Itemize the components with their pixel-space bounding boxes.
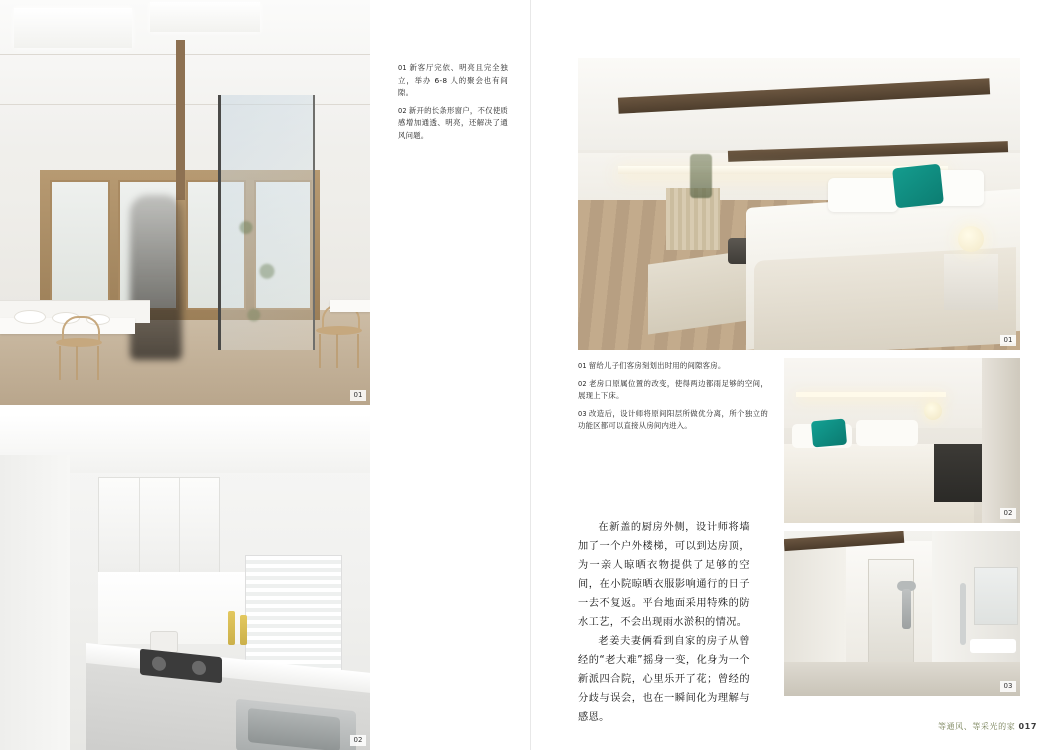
photo-kitchen — [0, 415, 370, 750]
photo-number: 03 — [1000, 681, 1016, 692]
series-title: 等通风、等采光的家 — [937, 722, 1016, 731]
photo-master-bedroom — [784, 358, 1020, 523]
window-blinds — [245, 555, 342, 672]
caption-item: 01 新客厅完依、明亮且完全独立，举办 6-8 人的聚会也有间隙。 — [398, 63, 508, 97]
motion-blurred-person — [130, 195, 182, 360]
nightstand — [944, 254, 998, 310]
table-lamp — [958, 226, 984, 252]
wall-lamp — [924, 402, 942, 420]
nightstand — [934, 444, 982, 502]
photo-living-dining — [0, 0, 370, 405]
doorway — [982, 358, 1020, 523]
photo-number: 01 — [1000, 335, 1016, 346]
towel-rail — [960, 583, 966, 645]
photo-attic-bedroom — [578, 58, 1020, 350]
skylight — [14, 8, 132, 48]
page-spine-divider — [530, 0, 531, 750]
caption-block-right — [578, 360, 768, 438]
side-table — [330, 300, 370, 312]
wooden-door — [50, 180, 110, 310]
page-number: 017 — [1018, 722, 1037, 731]
caption-block-left — [398, 62, 508, 147]
ceiling-line — [0, 54, 370, 55]
page-footer — [938, 721, 1037, 732]
mirror — [974, 567, 1018, 625]
body-paragraph: 老姜夫妻俩看到自家的房子从曾经的“老大难”摇身一变，化身为一个新派四合院，心里乐开了花；曾经的分歧与误会，也在一瞬间化为理解与感恩。 — [578, 636, 750, 723]
caption-item: 02 新开的长条形窗户，不仅使质感增加通透、明亮，还解决了通风问题。 — [398, 105, 508, 140]
photo-number: 01 — [350, 390, 366, 401]
dining-chair — [56, 338, 102, 388]
caption-item: 03 改造后，设计师将原间阳层所做优分离，所个独立的功能区都可以直接从房间内进入。 — [578, 408, 768, 430]
upper-cabinets — [98, 477, 220, 574]
body-text-block — [578, 518, 750, 727]
caption-item: 02 老房口原属位置的改变，使得两边都雨足够的空间，展现上下床。 — [578, 378, 768, 400]
photo-number: 02 — [1000, 508, 1016, 519]
shower-hose — [902, 589, 911, 629]
photo-bathroom — [784, 531, 1020, 696]
oil-bottle — [228, 611, 235, 645]
left-wall — [0, 455, 70, 750]
teal-cushion — [811, 419, 847, 448]
washbasin — [970, 639, 1016, 653]
teal-cushion — [892, 164, 944, 209]
photo-number: 02 — [350, 735, 366, 746]
dining-chair — [316, 326, 362, 376]
pillow — [856, 420, 918, 446]
floor — [784, 662, 1020, 696]
skylight — [150, 2, 260, 32]
oil-bottle — [240, 615, 247, 645]
timber-post — [176, 40, 185, 200]
body-paragraph: 在新盖的厨房外侧，设计师将墙加了一个户外楼梯，可以到达房顶，为一亲人晾晒衣物提供了足够的空间，在小院晾晒衣服影响通行的日子一去不复返。平台地面采用特殊的防水工艺，不会出现雨水淤积的情况。 — [578, 522, 750, 628]
pillow — [828, 178, 898, 212]
dried-plant — [690, 154, 712, 198]
plant — [231, 175, 291, 350]
plate — [14, 310, 46, 324]
glass-sliding-door — [218, 95, 315, 350]
cove-light — [796, 392, 946, 397]
caption-item: 01 留给儿子们客房刻划出时用的间隙客房。 — [578, 361, 726, 370]
